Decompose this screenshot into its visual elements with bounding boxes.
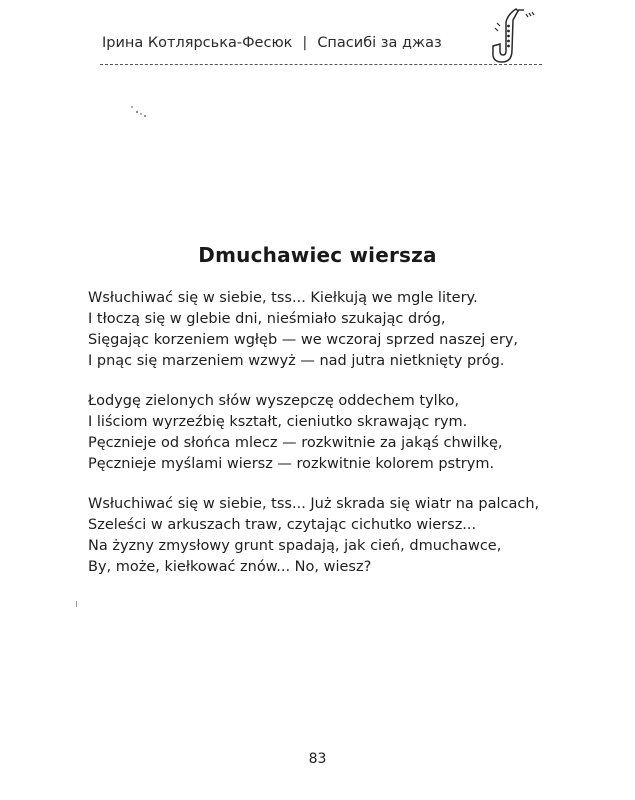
poem-line: Szeleści w arkuszach traw, czytając cichutko wiersz... (88, 517, 477, 533)
running-header (102, 35, 542, 57)
header-author: Ірина Котлярська-Фесюк (102, 35, 293, 51)
print-speck-mark (128, 104, 148, 120)
header-book-title: Спасибі за джаз (317, 35, 442, 51)
header-divider (100, 64, 542, 65)
poem-line: Pęcznieje myślami wiersz — rozkwitnie kolorem pstrym. (88, 456, 495, 472)
poem-title: Dmuchawiec wiersza (198, 243, 437, 267)
stanza (88, 391, 588, 475)
poem-line: Na żyzny zmysłowy grunt spadają, jak cień, dmuchawce, (88, 538, 502, 554)
poem-line: I pnąc się marzeniem wzwyż — nad jutra nietknięty próg. (88, 353, 505, 369)
poem-line: I liściom wyrzeźbię kształt, cieniutko skrawając rym. (88, 414, 468, 430)
poem-line: Łodygę zielonych słów wyszepczę oddechem tylko, (88, 393, 460, 409)
stanza (88, 494, 588, 578)
poem-line: By, może, kiełkować znów... No, wiesz? (88, 559, 372, 575)
poem-line: Sięgając korzeniem wgłęb — we wczoraj sprzed naszej ery, (88, 332, 519, 348)
poem-line: Wsłuchiwać się w siebie, tss... Już skrada się wiatr na palcach, (88, 496, 540, 512)
poem-line: Wsłuchiwać się w siebie, tss... Kiełkują we mgle litery. (88, 290, 478, 306)
header-separator: | (302, 35, 308, 51)
poem-body (88, 288, 588, 597)
print-speck-mark (75, 601, 78, 607)
stanza (88, 288, 588, 372)
poem-line: I tłoczą się w glebie dni, nieśmiało szukając dróg, (88, 311, 446, 327)
poem-line: Pęcznieje od słońca mlecz — rozkwitnie za jakąś chwilkę, (88, 435, 503, 451)
saxophone-icon (488, 6, 536, 66)
page-number: 83 (308, 751, 327, 767)
